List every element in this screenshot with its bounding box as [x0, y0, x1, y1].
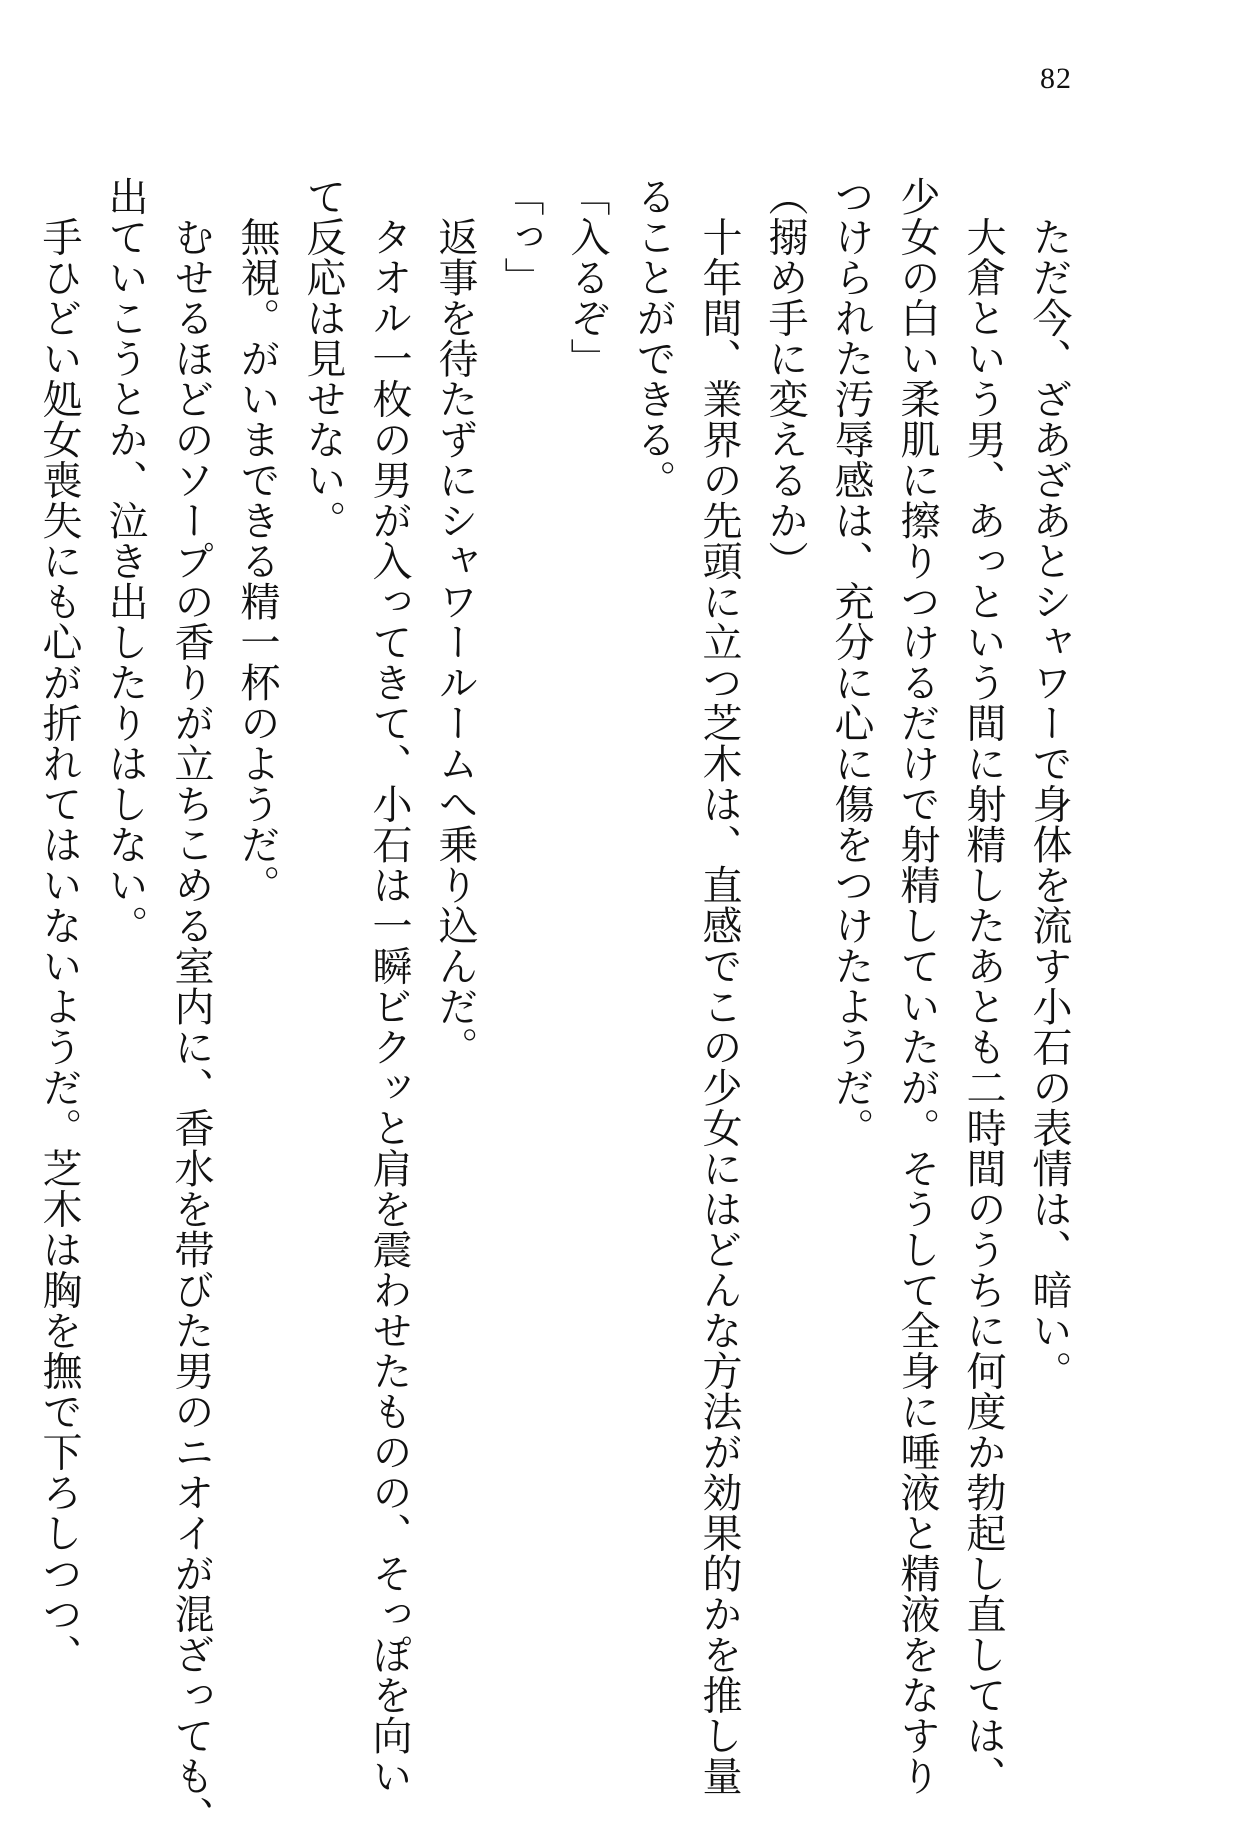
- text-line: て反応は見せない。: [300, 176, 346, 541]
- text-line: ることができる。: [630, 176, 676, 500]
- text-line: 返事を待たずにシャワールームへ乗り込んだ。: [432, 176, 478, 1067]
- text-line: ただ今、ざあざあとシャワーで身体を流す小石の表情は、暗い。: [1026, 176, 1072, 1391]
- text-line: タオル一枚の男が入ってきて、小石は一瞬ビクッと肩を震わせたものの、そっぽを向い: [366, 176, 412, 1796]
- text-line: 無視。がいまできる精一杯のようだ。: [234, 176, 280, 905]
- text-line: 大倉という男、あっという間に射精したあとも二時間のうちに何度か勃起し直しては、: [960, 176, 1006, 1796]
- text-line: 十年間、業界の先頭に立つ芝木は、直感でこの少女にはどんな方法が効果的かを推し量: [696, 176, 742, 1796]
- text-line: 「っ」: [498, 176, 544, 298]
- text-line: つけられた汚辱感は、充分に心に傷をつけたようだ。: [828, 176, 874, 1148]
- body-text: [36, 176, 1082, 1837]
- text-line: むせるほどのソープの香りが立ちこめる室内に、香水を帯びた男のニオイが混ざっても、: [168, 176, 214, 1837]
- text-line: 少女の白い柔肌に擦りつけるだけで射精していたが。そうして全身に唾液と精液をなすり: [894, 176, 940, 1796]
- text-line: （搦め手に変えるか）: [762, 176, 808, 581]
- page-number: 82: [1040, 62, 1072, 95]
- text-line: 出ていこうとか、泣き出したりはしない。: [102, 176, 148, 946]
- text-line: 「入るぞ」: [564, 176, 610, 379]
- text-line: 手ひどい処女喪失にも心が折れてはいないようだ。芝木は胸を撫で下ろしつつ、: [36, 176, 82, 1675]
